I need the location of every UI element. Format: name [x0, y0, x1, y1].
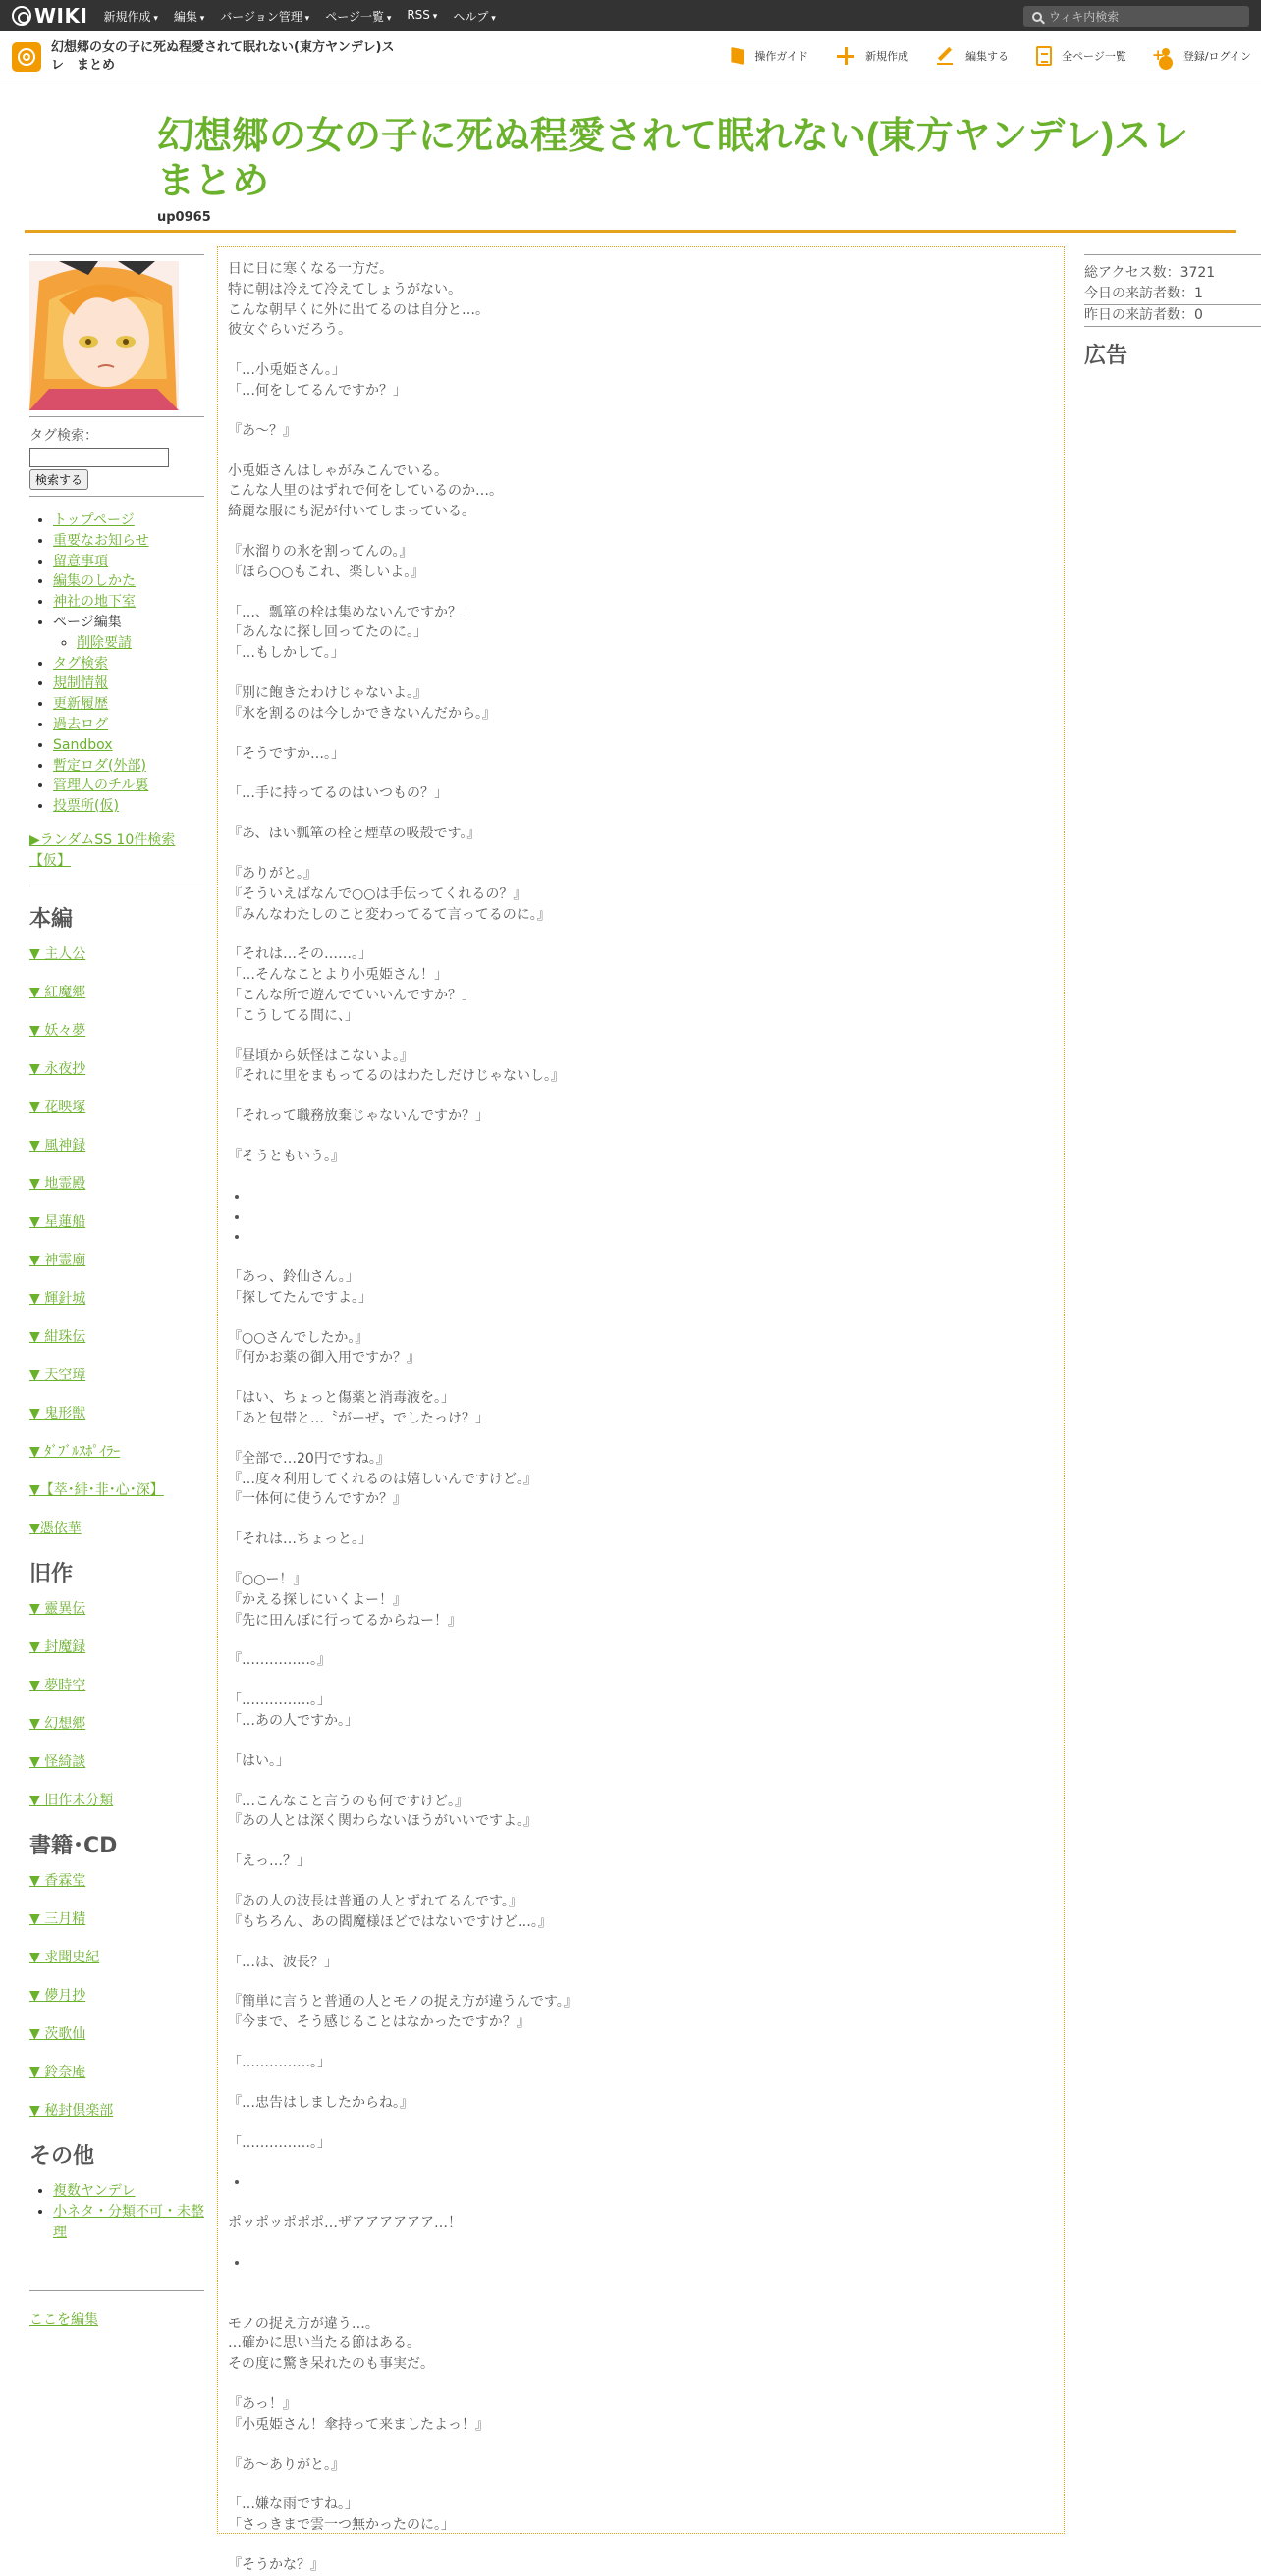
other-link[interactable]: 小ネタ・分類不可・未整理 [53, 2203, 204, 2240]
category-link[interactable]: ▼ 神霊廟 [29, 1252, 86, 1268]
site-title[interactable]: 幻想郷の女の子に死ぬ程愛されて眠れない(東方ヤンデレ)スレ まとめ [51, 40, 395, 73]
edit-menu-link[interactable]: ここを編集 [29, 2311, 98, 2328]
divider [29, 496, 204, 497]
category-link[interactable]: ▼ 花映塚 [29, 1099, 86, 1115]
nav-link[interactable]: 神社の地下室 [53, 594, 136, 611]
login-label: 登録/ログイン [1182, 50, 1251, 63]
story-paragraph: 『○○さんでしたか。』 『何かお薬の御入用ですか？』 [228, 1329, 420, 1367]
story-paragraph: 「……………。」 「…あの人ですか。」 [228, 1692, 358, 1730]
nav-item-page-edit [53, 613, 206, 654]
ad-heading: 広告 [1084, 344, 1128, 368]
guide-button[interactable] [731, 47, 808, 65]
story-paragraph: 『別に飽きたわけじゃないよ。』 『氷を割るのは今しかできないんだから。』 [228, 684, 496, 722]
nav-link[interactable]: Sandbox [53, 736, 113, 753]
story-paragraph: 「はい。」 [228, 1752, 290, 1769]
top-menu-item[interactable]: 編集 ▾ [174, 8, 204, 25]
scene-break-bullets [249, 2253, 1054, 2274]
category-link[interactable]: ▼【萃･緋･非･心･深】 [29, 1481, 164, 1498]
right-menu [1084, 254, 1261, 369]
category-link[interactable]: ▼ 輝針城 [29, 1290, 86, 1307]
category-link[interactable]: ▼ 怪綺談 [29, 1753, 86, 1770]
tag-search-button[interactable]: 検索する [29, 469, 88, 490]
nav-link[interactable]: 暫定ロダ(外部) [53, 757, 146, 774]
nav-item [53, 694, 206, 715]
pencil-icon [936, 46, 956, 66]
top-menu-item[interactable]: ページ一覧 ▾ [325, 8, 391, 25]
edit-button[interactable] [936, 46, 1009, 66]
category-link[interactable]: ▼ 主人公 [29, 945, 86, 962]
category-link[interactable]: ▼ 天空璋 [29, 1367, 86, 1383]
story-paragraph: 「はい、ちょっと傷薬と消毒液を。」 「あと包帯と…〝がーぜ〟でしたっけ？」 [228, 1390, 489, 1427]
nav-link[interactable]: トップページ [53, 512, 135, 528]
yesterday-visitors: 昨日の来訪者数：0 [1084, 307, 1203, 323]
nav-item [53, 592, 206, 613]
nav-link[interactable]: 投票所(仮) [53, 798, 119, 815]
story-paragraph: 「…小兎姫さん。」 「…何をしてるんですか？」 [228, 362, 407, 399]
top-menu-item[interactable]: RSS ▾ [407, 8, 437, 25]
scene-break-bullets [249, 2173, 1054, 2193]
header-actions [703, 31, 1251, 80]
title-divider [25, 230, 1236, 233]
story-paragraph: 『あ～？』 [228, 422, 297, 439]
category-link[interactable]: ▼ 紺珠伝 [29, 1328, 86, 1345]
story-paragraph: モノの捉え方が違う…。 …確かに思い当たる節はある。 その度に驚き呆れたのも事実だ。 [228, 2315, 434, 2373]
add-user-icon [1154, 46, 1174, 66]
nav-link[interactable]: 規制情報 [53, 675, 108, 692]
nav-item [53, 673, 206, 694]
nav-item [53, 571, 206, 592]
divider [29, 416, 204, 417]
story-paragraph: 『全部で…20円ですね。』 『…度々利用してくれるのは嬉しいんですけど。』 『一体何に使うんですか？』 [228, 1450, 537, 1508]
category-sections [29, 902, 206, 2120]
page-title: 幻想郷の女の子に死ぬ程愛されて眠れない(東方ヤンデレ)スレ まとめ [157, 116, 1227, 202]
category-link[interactable]: ▼ 靈異伝 [29, 1600, 86, 1617]
plus-icon [836, 46, 855, 66]
story-paragraph: 「それは…その……。」 「…そんなことより小兎姫さん！」 「こんな所で遊んでていいんですか？」 「こうしてる間に、」 [228, 946, 475, 1024]
nav-link[interactable]: 更新履歴 [53, 696, 108, 713]
section-items [29, 1599, 206, 1810]
top-menu [103, 8, 511, 25]
guide-label: 操作ガイド [754, 50, 809, 63]
today-visitors: 今日の来訪者数：1 [1084, 286, 1203, 301]
bullet [249, 2253, 1054, 2274]
page-edit-sublist [77, 633, 206, 654]
total-access: 総アクセス数：3721 [1084, 265, 1216, 281]
search-icon [1032, 12, 1042, 22]
all-pages-label: 全ページ一覧 [1062, 50, 1126, 63]
nav-link[interactable]: 削除要請 [77, 634, 132, 651]
nav-link[interactable]: 重要なお知らせ [53, 532, 149, 549]
story-paragraph: 『あ、はい瓢箪の栓と煙草の吸殻です。』 [228, 826, 481, 842]
category-link[interactable]: ▼ 鬼形獣 [29, 1405, 86, 1422]
story-paragraph: ポッポッポポポ…ザアアアアアア…！ [228, 2215, 462, 2231]
login-button[interactable] [1154, 46, 1251, 66]
story-paragraph: 「…、瓢箪の栓は集めないんですか？」 「あんなに探し回ってたのに。」 「…もしかして。」 [228, 604, 475, 662]
nav-subitem [77, 633, 206, 654]
top-menu-item[interactable]: 新規作成 ▾ [103, 8, 157, 25]
category-link[interactable]: ▼ 求聞史紀 [29, 1949, 100, 1965]
top-menu-item[interactable]: バージョン管理 ▾ [220, 8, 309, 25]
scene-break-bullets [249, 1187, 1054, 1248]
divider [29, 254, 204, 255]
category-link[interactable]: ▼ 紅魔郷 [29, 984, 86, 1000]
story-paragraph: 「…嫌な雨ですね。」 「さっきまで雲一つ無かったのに。」 [228, 2496, 455, 2534]
avatar [29, 261, 179, 410]
new-page-button[interactable] [836, 46, 908, 66]
category-link[interactable]: ▼ 封魔録 [29, 1638, 86, 1655]
category-link[interactable]: ▼ ﾀﾞﾌﾞﾙｽﾎﾟｲﾗｰ [29, 1443, 121, 1460]
tag-search-label: タグ検索： [29, 428, 98, 444]
story-paragraph: 『そうかな？』 [228, 2556, 324, 2573]
story-paragraph: 「それは…ちょっと。」 [228, 1531, 372, 1548]
other-item [53, 2202, 206, 2243]
left-menu [29, 248, 206, 2329]
story-paragraph: 『昼頃から妖怪はこないよ。』 『それに里をまもってるのはわたしだけじゃないし。』 [228, 1047, 565, 1085]
section-heading: 本編 [29, 906, 74, 932]
story-paragraph: 『簡単に言うと普通の人とモノの捉え方が違うんです。』 『今まで、そう感じることはなかったですか？』 [228, 1994, 577, 2031]
story-paragraph: 『○○ー！』 『かえる探しにいくよー！』 『先に田んぼに行ってるからねー！』 [228, 1572, 462, 1629]
bullet [249, 1227, 1054, 1248]
page-owner: up0965 [157, 210, 211, 225]
tag-search-input[interactable] [29, 448, 169, 467]
story-paragraph: 『あ～ありがと。』 [228, 2456, 345, 2473]
category-link[interactable]: ▼ 儚月抄 [29, 1987, 86, 2004]
character-image [29, 261, 179, 410]
category-link[interactable]: ▼ 三月精 [29, 1910, 86, 1927]
site-header [0, 31, 1261, 80]
guide-icon [731, 47, 744, 65]
logo-text: WIKI [34, 4, 88, 27]
nav-item [53, 756, 206, 777]
page-edit-label: ページ編集 [53, 614, 122, 630]
top-bar [0, 0, 1261, 31]
story-paragraph: 「そうですか…。」 [228, 745, 345, 762]
story-paragraph: 『…忠告はしましたからね。』 [228, 2094, 413, 2111]
site-logo-icon[interactable] [12, 42, 41, 72]
bullet [249, 1208, 1054, 1228]
story-paragraph: 「……………。」 [228, 2134, 331, 2151]
wiki-search-input[interactable] [1049, 10, 1235, 24]
nav-link[interactable]: タグ検索 [53, 655, 108, 671]
story-paragraph: 小兎姫さんはしゃがみこんでいる。 こんな人里のはずれで何をしているのか…。 綺麗な服にも泥が付いてしまっている。 [228, 462, 503, 520]
story-paragraph: 「…は、波長？」 [228, 1954, 338, 1970]
story-paragraph: 『そうともいう。』 [228, 1148, 345, 1164]
category-link[interactable]: ▼ 秘封倶楽部 [29, 2102, 114, 2119]
document-icon [1036, 46, 1052, 66]
story-paragraph: 「あっ、鈴仙さん。」 「探してたんですよ。」 [228, 1269, 372, 1306]
category-link[interactable]: ▼ 幻想郷 [29, 1715, 86, 1732]
story-paragraph: 『あっ！』 『小兎姫さん！傘持って来ましたよっ！』 [228, 2395, 489, 2433]
main-content [217, 246, 1065, 2573]
section-items [29, 944, 206, 1538]
random-ss-link[interactable]: ▶ランダムSS 10件検索【仮】 [29, 832, 176, 869]
other-heading: その他 [29, 2143, 95, 2169]
divider [1084, 254, 1261, 255]
nav-item [53, 552, 206, 572]
category-link[interactable]: ▼ 風神録 [29, 1137, 86, 1154]
nav-link[interactable]: 過去ログ [53, 716, 108, 732]
category-link[interactable]: ▼ 地霊殿 [29, 1175, 86, 1192]
nav-list [53, 510, 206, 817]
category-link[interactable]: ▼ 鈴奈庵 [29, 2064, 86, 2080]
bullet [249, 2173, 1054, 2193]
other-item [53, 2181, 206, 2202]
story-paragraph: 「えっ…？」 [228, 1853, 310, 1870]
nav-link[interactable]: 管理人のチル裏 [53, 778, 149, 794]
wiki-search[interactable] [1023, 6, 1249, 27]
category-link[interactable]: ▼ 旧作未分類 [29, 1792, 114, 1808]
all-pages-button[interactable] [1036, 46, 1126, 66]
story-paragraph: 『水溜りの氷を割ってんの。』 『ほら○○もこれ、楽しいよ。』 [228, 543, 425, 580]
story-paragraph: 『ありがと。』 『そういえばなんで○○は手伝ってくれるの？』 『みんなわたしのこと変わってるて言ってるのに。』 [228, 865, 551, 923]
other-link[interactable]: 複数ヤンデレ [53, 2182, 136, 2199]
category-link[interactable]: ▼ 香霖堂 [29, 1872, 86, 1889]
story-paragraph: 『あの人の波長は普通の人とずれてるんです。』 『もちろん、あの閻魔様ほどではないですけど…。』 [228, 1894, 552, 1930]
category-link[interactable]: ▼ 夢時空 [29, 1677, 86, 1693]
section-heading: 旧作 [29, 1561, 74, 1586]
bullet [249, 1187, 1054, 1208]
story-paragraph: 『……………。』 [228, 1652, 331, 1669]
nav-item [53, 510, 206, 531]
category-link[interactable]: ▼ 星蓮船 [29, 1213, 86, 1230]
edit-label: 編集する [965, 50, 1010, 63]
divider [29, 2290, 204, 2291]
section-items [29, 1871, 206, 2120]
divider [1084, 326, 1261, 327]
nav-item [53, 531, 206, 552]
nav-item [53, 796, 206, 817]
nav-item [53, 715, 206, 735]
story-paragraph: 「……………。」 [228, 2055, 331, 2071]
section-heading: 書籍･CD [29, 1833, 118, 1858]
new-page-label: 新規作成 [865, 50, 909, 63]
nav-item [53, 735, 206, 756]
nav-item [53, 776, 206, 796]
category-link[interactable]: ▼ 妖々夢 [29, 1022, 86, 1039]
other-list [53, 2181, 206, 2243]
story-paragraph: 「…手に持ってるのはいつもの？」 [228, 785, 448, 802]
category-link[interactable]: ▼憑依華 [29, 1520, 82, 1536]
story-paragraph: 「それって職務放棄じゃないんですか？」 [228, 1108, 489, 1125]
atwiki-logo[interactable] [12, 4, 87, 27]
at-logo-icon [12, 6, 31, 26]
category-link[interactable]: ▼ 永夜抄 [29, 1060, 86, 1077]
nav-link[interactable]: 留意事項 [53, 553, 108, 569]
category-link[interactable]: ▼ 茨歌仙 [29, 2025, 86, 2042]
top-menu-item[interactable]: ヘルプ ▾ [453, 8, 495, 25]
story-paragraph: 日に日に寒くなる一方だ。 特に朝は冷えて冷えてしょうがない。 こんな朝早くに外に出てるのは自分と…。 彼女ぐらいだろう。 [228, 261, 489, 339]
nav-item [53, 654, 206, 674]
nav-link[interactable]: 編集のしかた [53, 573, 136, 590]
story-paragraph: 『…こんなこと言うのも何ですけど。』 『あの人とは深く関わらないほうがいいですよ。』 [228, 1793, 537, 1830]
